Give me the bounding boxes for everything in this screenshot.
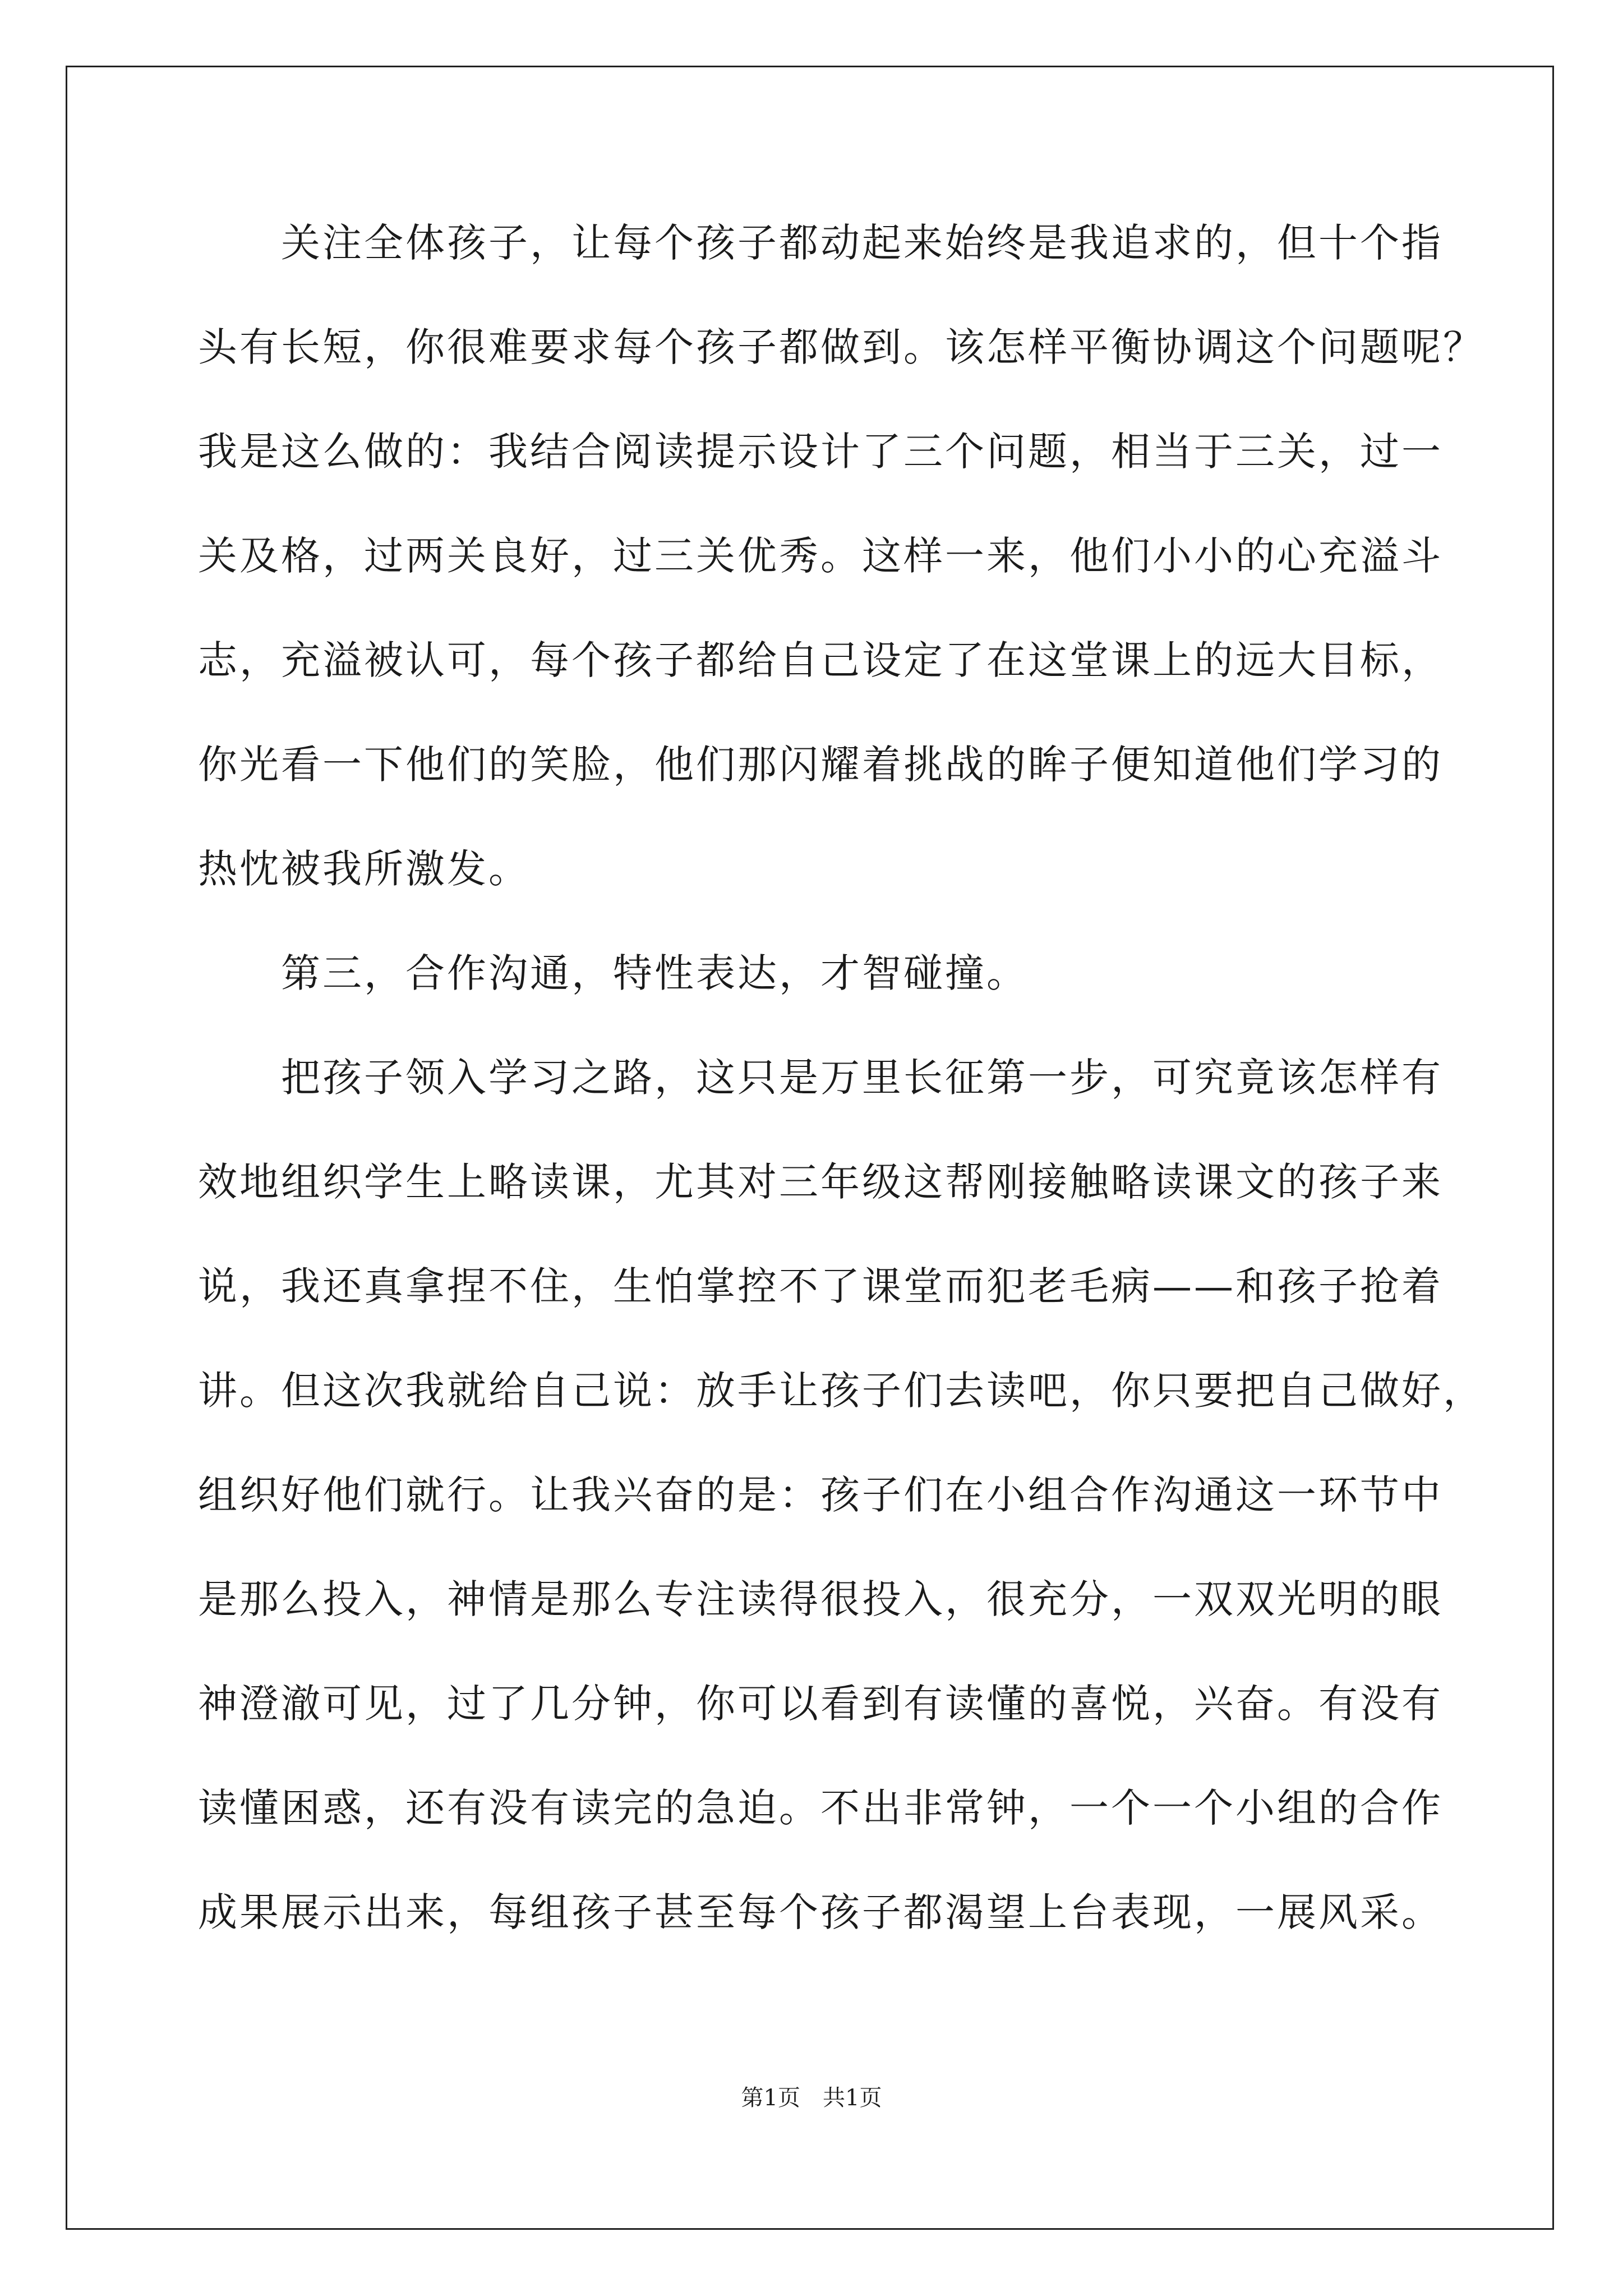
text-line: 讲。但这次我就给自己说：放手让孩子们去读吧，你只要把自己做好，	[198, 1368, 1484, 1414]
text-line: 说，我还真拿捏不住，生怕掌控不了课堂而犯老毛病——和孩子抢着	[198, 1263, 1443, 1309]
text-line: 头有长短，你很难要求每个孩子都做到。该怎样平衡协调这个问题呢？	[198, 324, 1484, 370]
text-line: 第三，合作沟通，特性表达，才智碰撞。	[198, 950, 1028, 996]
text-line: 读懂困惑，还有没有读完的急迫。不出非常钟，一个一个小组的合作	[198, 1785, 1443, 1831]
text-line: 成果展示出来，每组孩子甚至每个孩子都渴望上台表现，一展风采。	[198, 1889, 1443, 1935]
text-line: 效地组织学生上略读课，尤其对三年级这帮刚接触略读课文的孩子来	[198, 1159, 1443, 1205]
text-line: 把孩子领入学习之路，这只是万里长征第一步，可究竟该怎样有	[198, 1055, 1443, 1101]
text-line: 关注全体孩子，让每个孩子都动起来始终是我追求的，但十个指	[198, 220, 1443, 266]
text-line: 我是这么做的：我结合阅读提示设计了三个问题，相当于三关，过一	[198, 429, 1443, 475]
text-line: 你光看一下他们的笑脸，他们那闪耀着挑战的眸子便知道他们学习的	[198, 742, 1443, 788]
text-line: 是那么投入，神情是那么专注读得很投入，很充分，一双双光明的眼	[198, 1576, 1443, 1622]
text-line: 神澄澈可见，过了几分钟，你可以看到有读懂的喜悦，兴奋。有没有	[198, 1681, 1443, 1727]
text-line: 热忱被我所激发。	[198, 846, 530, 892]
text-line: 志，充溢被认可，每个孩子都给自己设定了在这堂课上的远大目标，	[198, 637, 1443, 683]
text-line: 关及格，过两关良好，过三关优秀。这样一来，他们小小的心充溢斗	[198, 533, 1443, 579]
text-line: 组织好他们就行。让我兴奋的是：孩子们在小组合作沟通这一环节中	[198, 1472, 1443, 1518]
page-number-footer: 第1页 共1页	[741, 2085, 882, 2111]
